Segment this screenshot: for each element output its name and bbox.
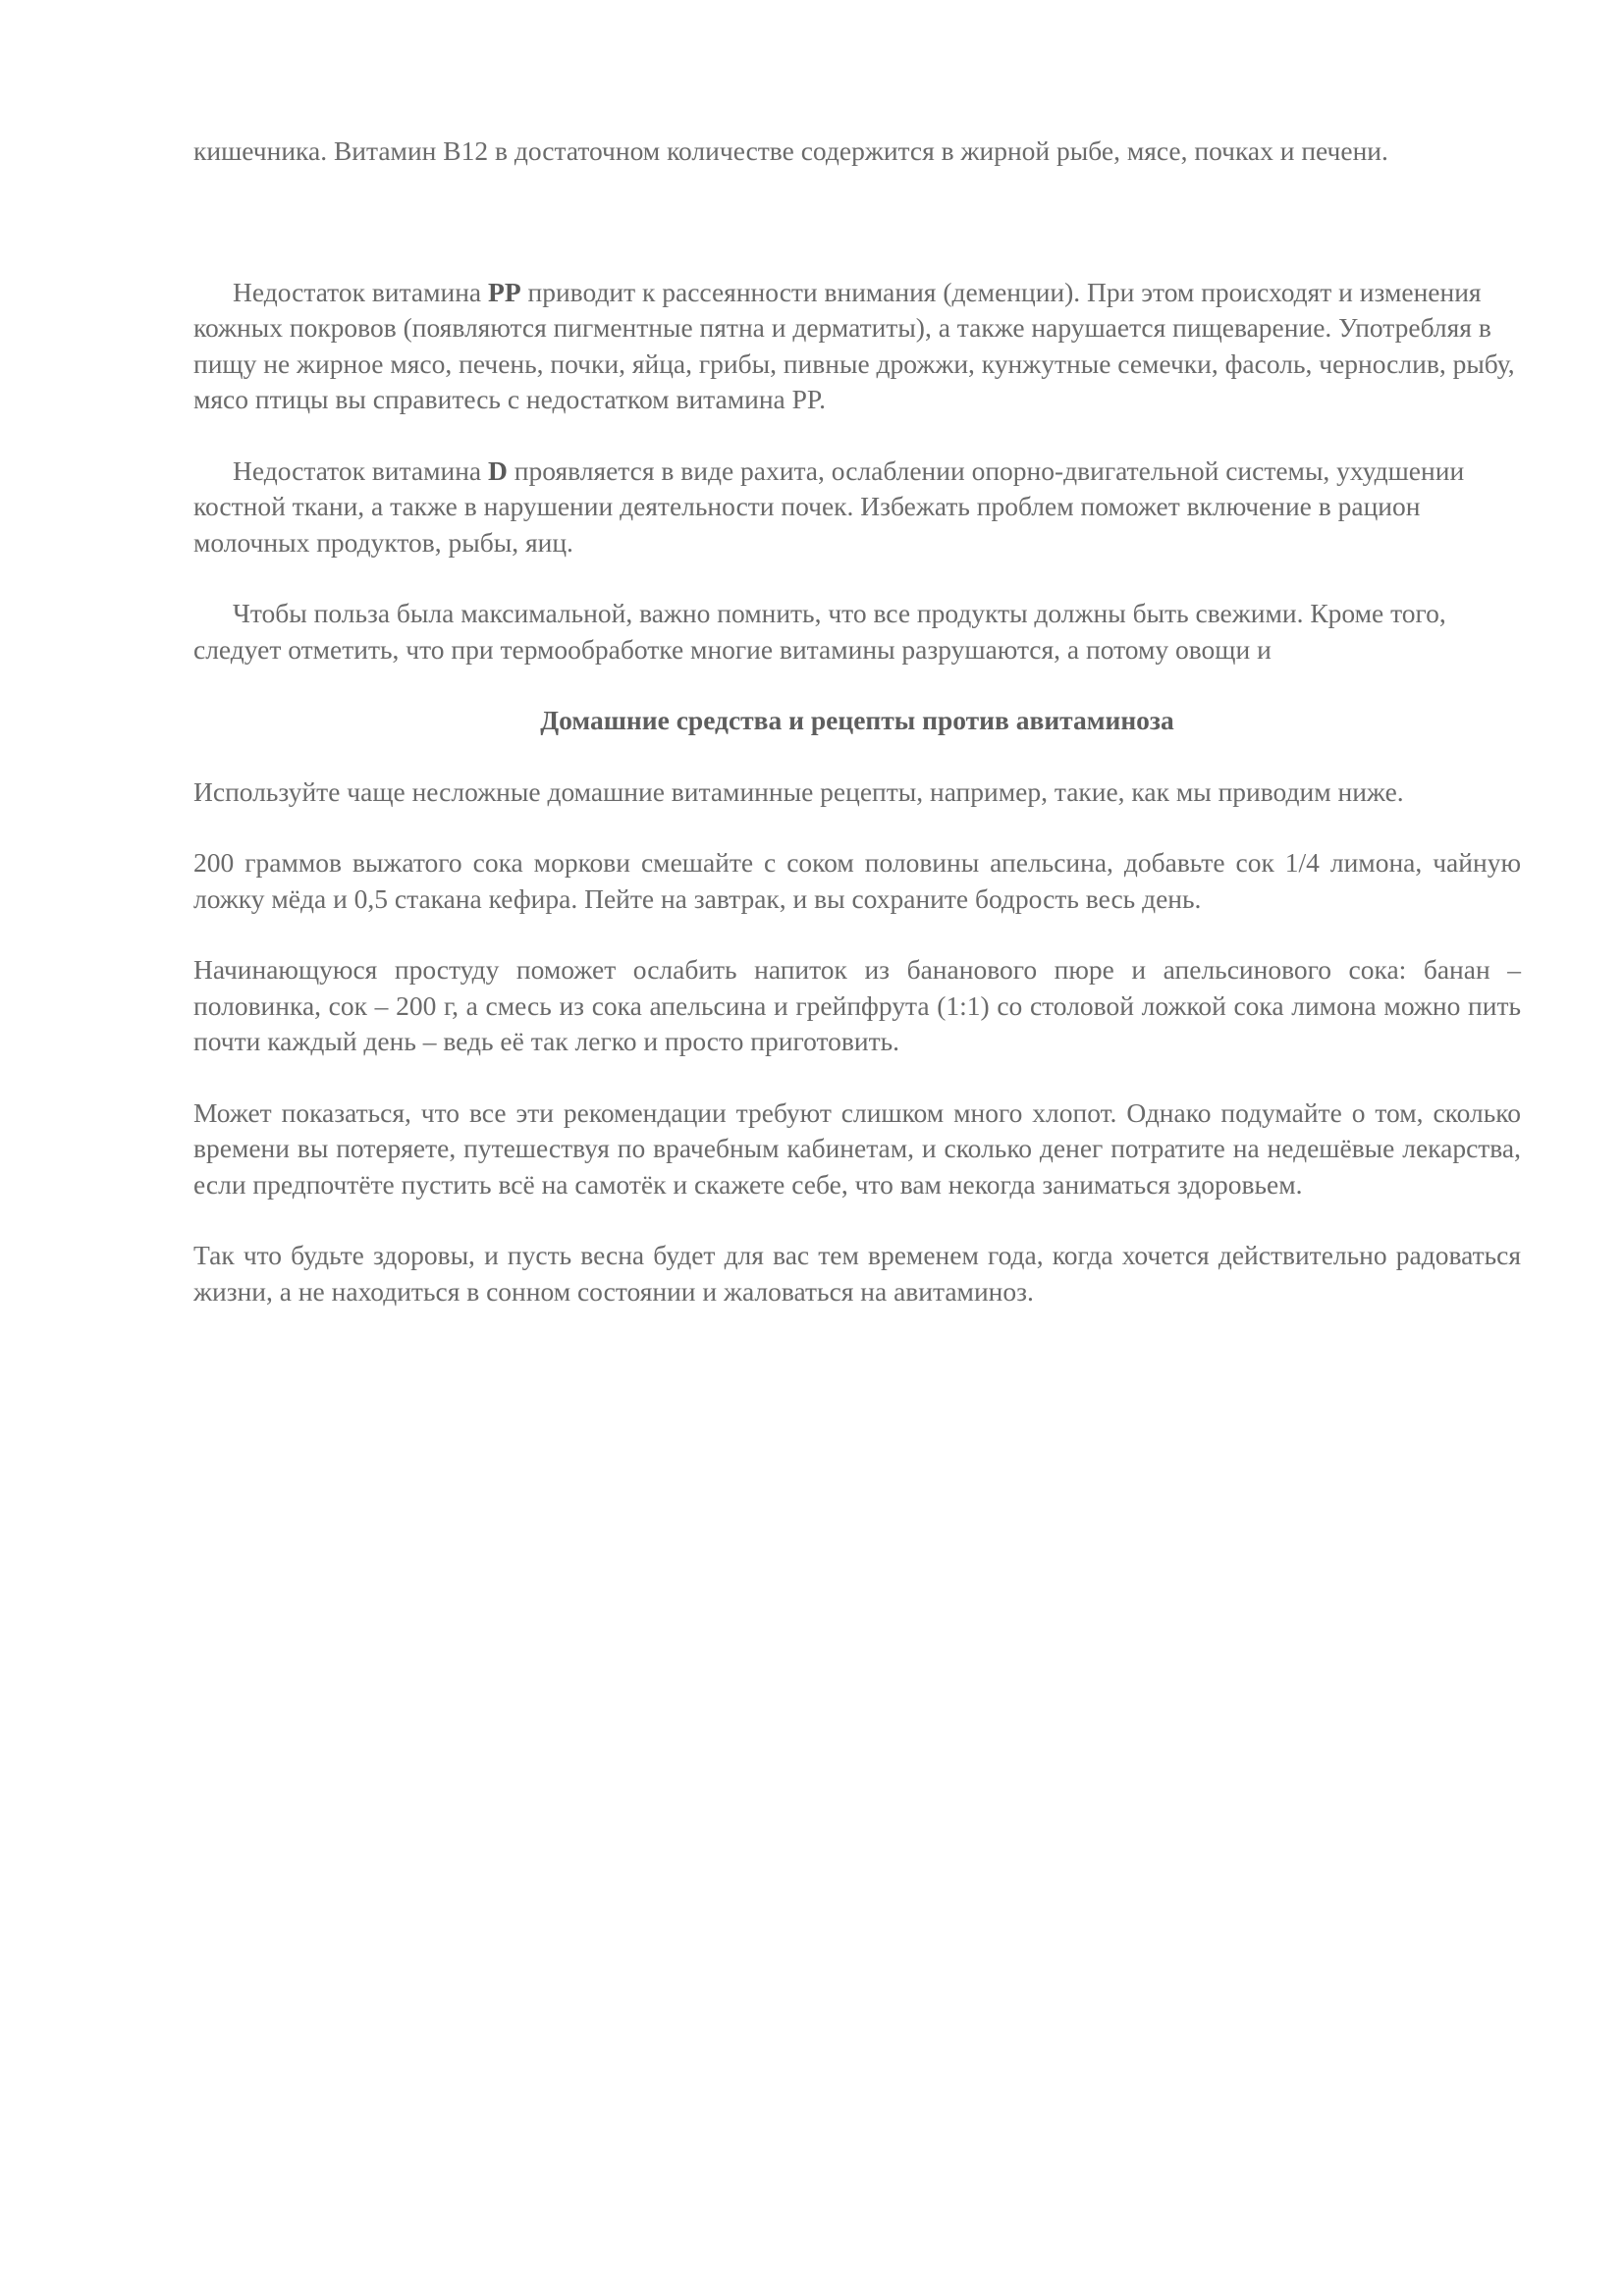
paragraph-recipe-carrot: 200 граммов выжатого сока моркови смешайте с соком половины апельсина, добавьте сок 1/4 лимона, чайную ложку мёда и 0,5 стакана кефира. Пейте на завтрак, и вы сохраните бодрость весь день. — [193, 847, 1521, 914]
paragraph-vitamin-b12: кишечника. Витамин B12 в достаточном количестве содержится в жирной рыбе, мясе, почках и печени. — [193, 135, 1388, 166]
paragraph-freshness: Чтобы польза была максимальной, важно помнить, что все продукты должны быть свежими. Кроме того, следует отметить, что при термообработке многие витамины разрушаются, а потому овощи и — [193, 598, 1446, 665]
paragraph-text: Недостаток витамина — [233, 454, 489, 486]
paragraph-text: проявляется в виде рахита, ослаблении опорно-двигательной системы, ухудшении костной ткани, а также в нарушении деятельности почек. Избежать проблем поможет включение в рацион молочных продуктов, рыбы, яиц. — [193, 454, 1465, 558]
document-page — [193, 133, 1521, 1309]
paragraph-text: приводит к рассеянности внимания (деменции). При этом происходят и изменения кожных покровов (появляются пигментные пятна и дерматиты), а также нарушается пищеварение. Употребляя в пищу не жирное мясо, печень, почки, яйца, грибы, пивные дрожжи, кунжутные семечки, фасоль, чернослив, рыбу, мясо птицы вы справитесь с недостатком витамина PP. — [193, 276, 1515, 414]
paragraph-vitamin-pp — [193, 275, 1521, 418]
section-heading: Домашние средства и рецепты против авитаминоза — [540, 705, 1174, 735]
vitamin-name-bold: PP — [488, 276, 521, 307]
paragraph-intro-recipes: Используйте чаще несложные домашние витаминные рецепты, например, такие, как мы приводим ниже. — [193, 775, 1404, 807]
paragraph-conclusion: Может показаться, что все эти рекомендации требуют слишком много хлопот. Однако подумайте о том, сколько времени вы потеряете, путешествуя по врачебным кабинетам, и сколько денег потратите на недешёвые лекарства, если предпочтёте пустить всё на самотёк и скажете себе, что вам некогда заниматься здоровьем. — [193, 1096, 1521, 1200]
paragraph-closing: Так что будьте здоровы, и пусть весна будет для вас тем временем года, когда хочется действительно радоваться жизни, а не находиться в сонном состоянии и жаловаться на авитаминоз. — [193, 1240, 1521, 1307]
paragraph-vitamin-d — [193, 454, 1521, 561]
vitamin-name-bold: D — [488, 454, 508, 486]
paragraph-recipe-banana: Начинающуюся простуду поможет ослабить напиток из бананового пюре и апельсинового сока: банан – половинка, сок – 200 г, а смесь из сока апельсина и грейпфрута (1:1) со столовой ложкой сока лимона можно пить почти каждый день – ведь её так легко и просто приготовить. — [193, 954, 1521, 1056]
paragraph-text: Недостаток витамина — [233, 276, 489, 307]
